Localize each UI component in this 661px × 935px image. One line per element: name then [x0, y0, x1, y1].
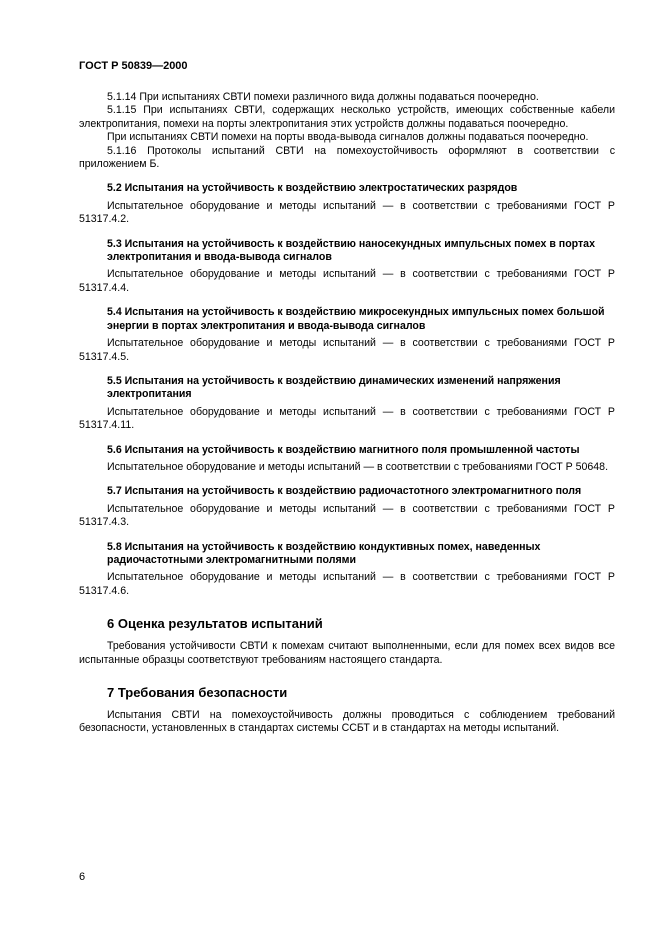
- page-number: 6: [79, 871, 86, 883]
- section-text: Испытательное оборудование и методы испытаний — в соответствии с требованиями ГОСТ Р 51317.4.5.: [79, 337, 615, 363]
- section-heading: 7 Требования безопасности: [107, 685, 288, 700]
- document-header: ГОСТ Р 50839—2000: [79, 60, 188, 72]
- section-title: 5.2 Испытания на устойчивость к воздействию электростатических разрядов: [107, 182, 518, 195]
- section-5-6: [79, 444, 615, 475]
- clause-5-1-15: 5.1.15 При испытаниях СВТИ, содержащих несколько устройств, имеющих собственные кабели электропитания, помехи на порты электропитания этих устройств должны подаваться поочередно.: [79, 104, 615, 130]
- intro-block: [79, 91, 615, 171]
- section-5-2: [79, 182, 615, 226]
- section-5-8: [79, 541, 615, 599]
- section-heading: 6 Оценка результатов испытаний: [107, 616, 323, 632]
- section-text: Испытательное оборудование и методы испытаний — в соответствии с требованиями ГОСТ Р 51317.4.11.: [79, 405, 615, 432]
- section-text: Испытательное оборудование и методы испытаний — в соответствии с требованиями ГОСТ Р 50648.: [107, 460, 609, 473]
- section-6: [79, 616, 615, 667]
- section-text: Требования устойчивости СВТИ к помехам считают выполненными, если для помех всех видов все испытанные образцы соответствуют требованиям настоящего стандарта.: [79, 640, 615, 666]
- clause-5-1-14: 5.1.14 При испытаниях СВТИ помехи различного вида должны подаваться поочередно.: [107, 91, 539, 103]
- section-title: 5.3 Испытания на устойчивость к воздействию наносекундных импульсных помех в портах электропитания и ввода-вывода сигналов: [107, 237, 595, 264]
- page-content: [79, 91, 615, 736]
- section-text: Испытательное оборудование и методы испытаний — в соответствии с требованиями ГОСТ Р 51317.4.3.: [79, 502, 615, 529]
- section-title: 5.8 Испытания на устойчивость к воздействию кондуктивных помех, наведенных радиочастотными электромагнитными полями: [107, 540, 541, 566]
- clause-5-1-15-cont: При испытаниях СВТИ помехи на порты ввода-вывода сигналов должны подаваться поочередно.: [107, 131, 589, 144]
- section-text: Испытания СВТИ на помехоустойчивость должны проводиться с соблюдением требований безопасности, установленных в стандартах системы ССБТ и в стандартах на методы испытаний.: [79, 709, 615, 735]
- clause-5-1-16: 5.1.16 Протоколы испытаний СВТИ на помехоустойчивость оформляют в соответствии с приложением Б.: [79, 144, 615, 171]
- section-title: 5.7 Испытания на устойчивость к воздействию радиочастотного электромагнитного поля: [107, 485, 582, 498]
- section-7: [79, 685, 615, 736]
- section-title: 5.4 Испытания на устойчивость к воздействию микросекундных импульсных помех большой энергии в портах электропитания и ввода-вывода сигналов: [107, 306, 605, 332]
- section-5-7: [79, 485, 615, 529]
- section-text: Испытательное оборудование и методы испытаний — в соответствии с требованиями ГОСТ Р 51317.4.6.: [79, 571, 615, 597]
- section-title: 5.5 Испытания на устойчивость к воздействию динамических изменений напряжения электропитания: [107, 374, 561, 401]
- section-text: Испытательное оборудование и методы испытаний — в соответствии с требованиями ГОСТ Р 51317.4.4.: [79, 268, 615, 294]
- section-text: Испытательное оборудование и методы испытаний — в соответствии с требованиями ГОСТ Р 51317.4.2.: [79, 199, 615, 226]
- section-title: 5.6 Испытания на устойчивость к воздействию магнитного поля промышленной частоты: [107, 443, 580, 456]
- section-5-3: [79, 238, 615, 296]
- section-5-4: [79, 306, 615, 364]
- section-5-5: [79, 375, 615, 433]
